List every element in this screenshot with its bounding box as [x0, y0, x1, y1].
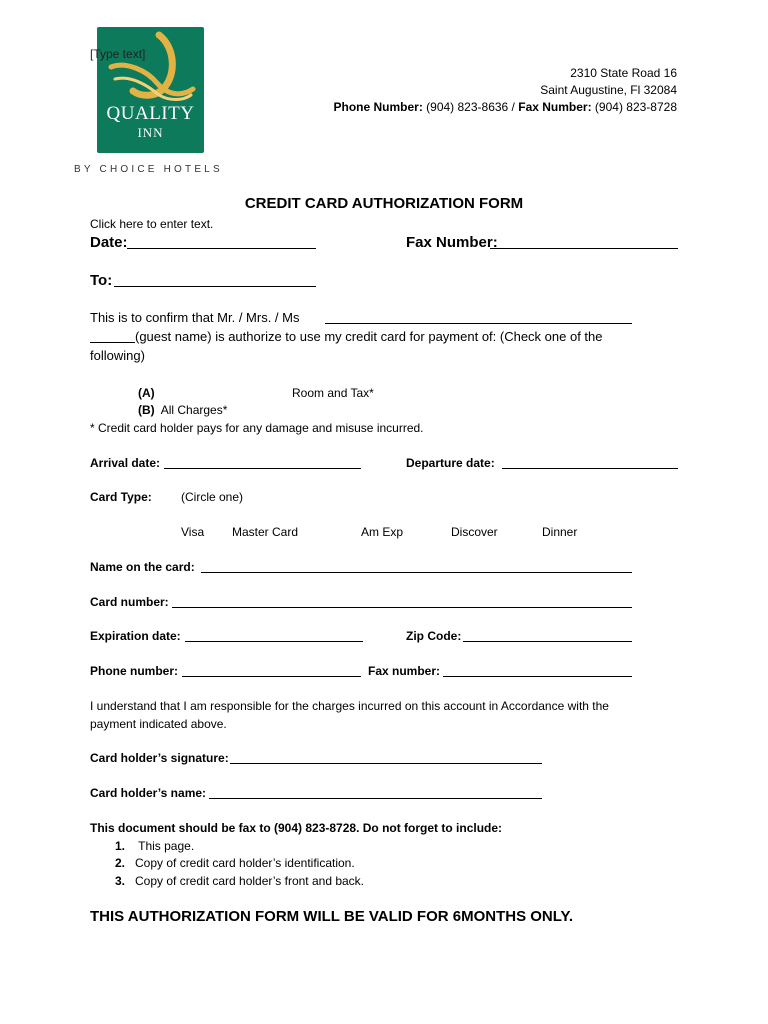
fax-value: (904) 823-8728: [591, 100, 677, 114]
instruction-item: [115, 856, 355, 870]
departure-date-label: Departure date:: [406, 456, 495, 470]
instruction-text: Copy of credit card holder’s front and back.: [135, 874, 365, 888]
option-b-label: (B): [138, 403, 155, 417]
card-number-label: Card number:: [90, 595, 169, 609]
guest-name-field[interactable]: [325, 323, 632, 324]
card-type-discover[interactable]: Discover: [451, 525, 498, 539]
instruction-item: [115, 839, 194, 853]
instructions-heading: This document should be fax to (904) 823-8728. Do not forget to include:: [90, 821, 503, 835]
card-type-am-exp[interactable]: Am Exp: [361, 525, 404, 539]
address-contact: [333, 100, 677, 114]
card-type-label: Card Type:: [90, 490, 152, 504]
form-title: CREDIT CARD AUTHORIZATION FORM: [244, 195, 524, 212]
logo-tagline: BY CHOICE HOTELS: [74, 164, 223, 175]
card-number-field[interactable]: [172, 607, 632, 608]
confirm-line-3: following): [90, 348, 145, 363]
phone-number-label: Phone number:: [90, 664, 179, 678]
zip-code-label: Zip Code:: [406, 629, 462, 643]
holder-name-label: Card holder’s name:: [90, 786, 207, 800]
guest-name-field-cont[interactable]: [90, 342, 135, 343]
fax-label: Fax Number:: [518, 100, 592, 114]
zip-code-field[interactable]: [463, 641, 632, 642]
address-city: Saint Augustine, Fl 32084: [540, 83, 677, 97]
click-to-enter-placeholder[interactable]: Click here to enter text.: [90, 217, 214, 231]
card-type-hint: (Circle one): [181, 490, 244, 504]
validity-footer: THIS AUTHORIZATION FORM WILL BE VALID FOR 6MONTHS ONLY.: [90, 908, 574, 925]
instruction-text: Copy of credit card holder’s identification.: [135, 856, 355, 870]
address-street: 2310 State Road 16: [570, 66, 677, 80]
type-text-placeholder[interactable]: [Type text]: [90, 47, 146, 61]
instruction-number: 1.: [115, 839, 126, 853]
to-field[interactable]: [114, 286, 316, 287]
expiration-date-field[interactable]: [185, 641, 363, 642]
responsibility-line-2: payment indicated above.: [90, 717, 227, 731]
damage-note: * Credit card holder pays for any damage and misuse incurred.: [90, 421, 424, 435]
name-on-card-label: Name on the card:: [90, 560, 195, 574]
confirm-line-1: This is to confirm that Mr. / Mrs. / Ms: [90, 310, 300, 325]
expiration-date-label: Expiration date:: [90, 629, 181, 643]
date-field[interactable]: [127, 248, 316, 249]
instruction-item: [115, 874, 364, 888]
arrival-date-label: Arrival date:: [90, 456, 161, 470]
option-b[interactable]: [138, 403, 227, 417]
responsibility-line-1: I understand that I am responsible for the charges incurred on this account in Accordance with the: [90, 699, 609, 713]
logo-wordmark: QUALITY: [106, 103, 195, 124]
signature-field[interactable]: [230, 763, 542, 764]
fax-number-label: Fax Number:: [406, 234, 498, 251]
name-on-card-field[interactable]: [201, 572, 632, 573]
card-type-visa[interactable]: Visa: [181, 525, 205, 539]
fax-number-field[interactable]: [490, 248, 678, 249]
instruction-number: 2.: [115, 856, 126, 870]
phone-value: (904) 823-8636 /: [422, 100, 519, 114]
to-label: To:: [90, 272, 113, 289]
option-b-text: All Charges*: [160, 403, 228, 417]
date-label: Date:: [90, 234, 128, 251]
fax-number-card-label: Fax number:: [368, 664, 441, 678]
departure-date-field[interactable]: [502, 468, 678, 469]
logo-wordmark-inn: INN: [137, 125, 164, 140]
signature-label: Card holder’s signature:: [90, 751, 229, 765]
fax-number-card-field[interactable]: [443, 676, 632, 677]
instruction-number: 3.: [115, 874, 126, 888]
phone-number-field[interactable]: [182, 676, 361, 677]
option-a-label[interactable]: (A): [138, 386, 155, 400]
holder-name-field[interactable]: [209, 798, 542, 799]
card-type-dinner[interactable]: Dinner: [542, 525, 578, 539]
instruction-text: This page.: [135, 839, 195, 853]
card-type-master-card[interactable]: Master Card: [232, 525, 299, 539]
option-a-text: Room and Tax*: [292, 386, 374, 400]
confirm-line-2: (guest name) is authorize to use my credit card for payment of: (Check one of the: [135, 329, 603, 344]
arrival-date-field[interactable]: [164, 468, 361, 469]
phone-label: Phone Number:: [333, 100, 423, 114]
